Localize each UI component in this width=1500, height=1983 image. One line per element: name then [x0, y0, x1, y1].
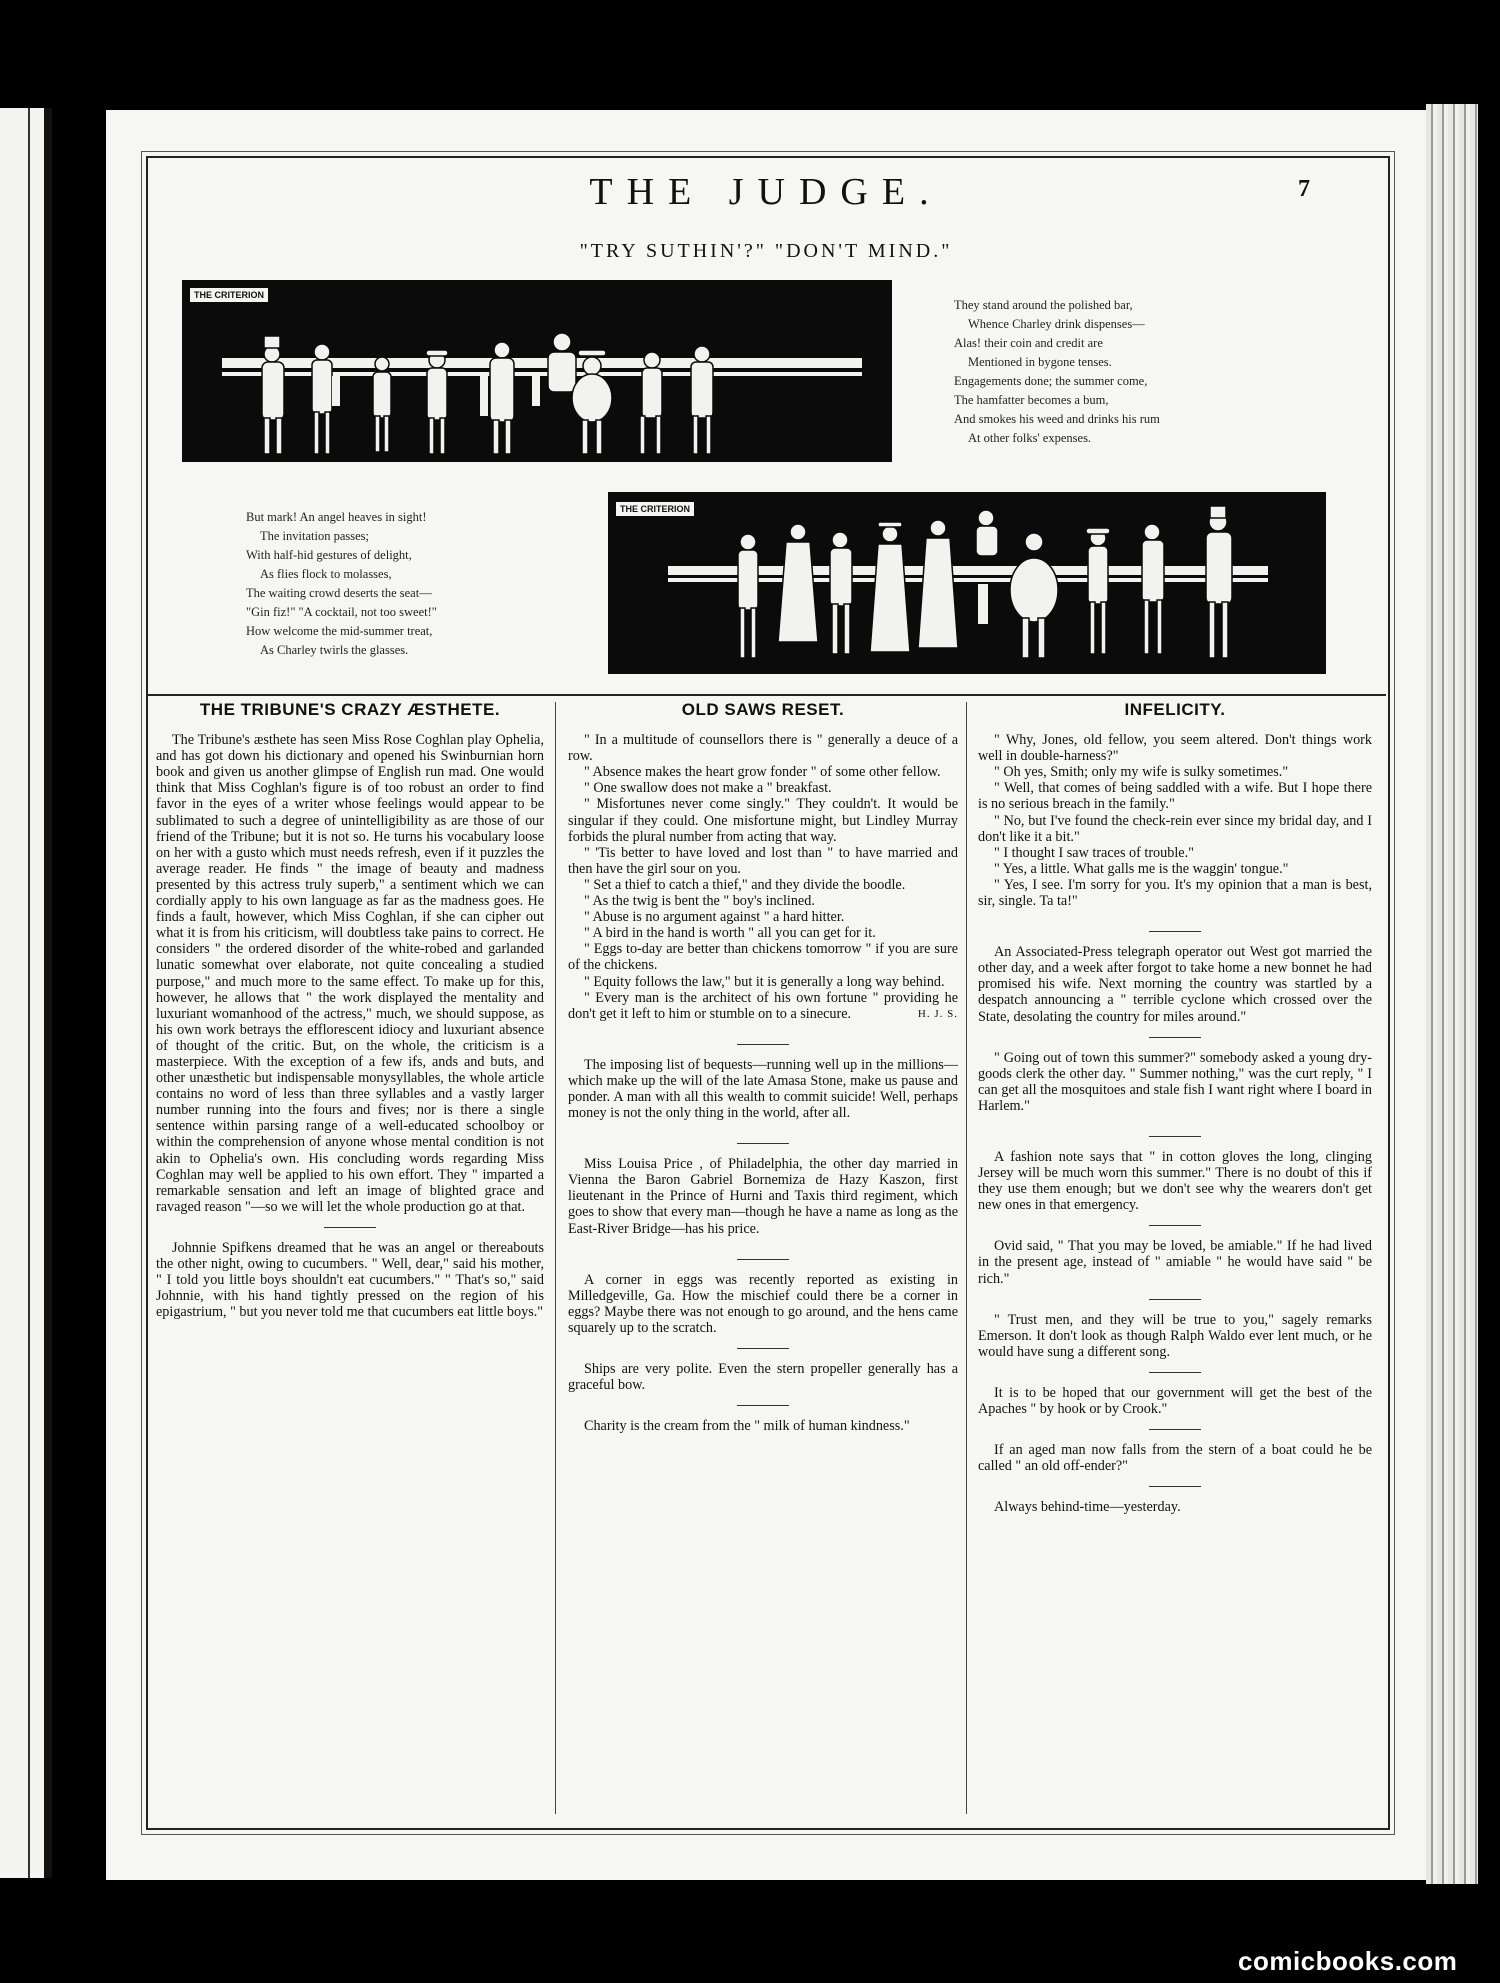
- article-paragraph: It is to be hoped that our government will get the best of the Apaches " by hook or by Crook.": [978, 1384, 1372, 1417]
- dialogue-line: " Why, Jones, old fellow, you seem altered. Don't things work well in double-harness?": [978, 732, 1372, 765]
- section-separator: [1149, 1225, 1201, 1226]
- poem-line: As Charley twirls the glasses.: [260, 643, 409, 657]
- article-paragraph: An Associated-Press telegraph operator out West got married the other day, and a week after forgot to take home a new bonnet he had promised his wife. Next morning the country was startled by a despatch announcing a " terrible cyclone which crossed over the State, desolating the country for miles around.": [978, 944, 1372, 1025]
- saw-item: " In a multitude of counsellors there is " generally a deuce of a row.: [568, 732, 958, 765]
- article-heading: INFELICITY.: [1124, 700, 1226, 719]
- masthead-title: THE JUDGE.: [589, 171, 943, 213]
- site-watermark: comicbooks.com: [1238, 1946, 1458, 1976]
- poem-line: The waiting crowd deserts the seat—: [246, 586, 432, 600]
- column-divider: [966, 702, 967, 1814]
- poem-line: They stand around the polished bar,: [954, 298, 1133, 312]
- poem-line: The invitation passes;: [260, 529, 370, 543]
- dialogue-line: " Yes, I see. I'm sorry for you. It's my opinion that a man is best, sir, single. Ta ta!": [978, 876, 1372, 910]
- page-number: 7: [1298, 176, 1310, 202]
- column-tribune-aesthete: [156, 702, 544, 1320]
- saw-item: " One swallow does not make a " breakfast.: [584, 780, 832, 797]
- section-separator: [1149, 1429, 1201, 1430]
- poem-verse-two: [246, 508, 546, 660]
- column-divider: [555, 702, 556, 1814]
- poem-line: With half-hid gestures of delight,: [246, 548, 412, 562]
- section-separator: [1149, 931, 1201, 932]
- article-paragraph: Ships are very polite. Even the stern propeller generally has a graceful bow.: [568, 1361, 958, 1394]
- poem-line: "Gin fiz!" "A cocktail, not too sweet!": [246, 605, 437, 619]
- poem-verse-one: [954, 296, 1214, 448]
- poem-line: Engagements done; the summer come,: [954, 374, 1148, 388]
- saw-item: " Equity follows the law," but it is generally a long way behind.: [584, 973, 945, 990]
- section-separator: [737, 1348, 789, 1349]
- saw-item: " As the twig is bent the " boy's inclined.: [584, 893, 815, 910]
- section-separator: [737, 1405, 789, 1406]
- article-paragraph: Miss Louisa Price , of Philadelphia, the other day married in Vienna the Baron Gabriel Bornemiza de Hazy Kaszon, first lieutenant in the Prince of Hurni and Taxis third regiment, which goes to show that every man—though he have a name as long as the East-River Bridge—has his price.: [568, 1156, 958, 1237]
- section-separator: [737, 1259, 789, 1260]
- previous-page-edge: [0, 108, 52, 1878]
- criterion-sign: THE CRITERION: [190, 288, 268, 302]
- section-separator: [1149, 1299, 1201, 1300]
- saw-item: " 'Tis better to have loved and lost than " to have married and then have the girl sour on you.: [568, 844, 958, 877]
- section-separator: [1149, 1037, 1201, 1038]
- article-paragraph: A corner in eggs was recently reported as existing in Milledgeville, Ga. How the mischief could there be a corner in eggs? Maybe there was not enough to go around, and the hens came squarely up to the scratch.: [568, 1271, 958, 1336]
- article-paragraph: " Going out of town this summer?" somebody asked a young dry-goods clerk the other day. " Summer nothing," was the curt reply, " I can get all the mosquitoes and stale fish I want right where I board in Harlem.": [978, 1049, 1372, 1114]
- saw-item: " Misfortunes never come singly." They couldn't. It would be singular if they could. One misfortune might, but Lindley Murray forbids the plural number from acting that way.: [568, 796, 958, 845]
- poem-line: Alas! their coin and credit are: [954, 336, 1103, 350]
- criterion-sign: THE CRITERION: [616, 502, 694, 516]
- article-heading: THE TRIBUNE'S CRAZY ÆSTHETE.: [199, 700, 501, 719]
- article-paragraph: Charity is the cream from the " milk of human kindness.": [584, 1418, 910, 1435]
- bar-figures-illustration: [182, 280, 892, 462]
- poem-line: At other folks' expenses.: [968, 431, 1092, 445]
- author-signature: H. J. S.: [917, 1007, 958, 1020]
- dialogue-line: " I thought I saw traces of trouble.": [994, 844, 1194, 861]
- saw-item: " Set a thief to catch a thief," and they divide the boodle.: [584, 876, 906, 893]
- section-separator: [1149, 1372, 1201, 1373]
- section-separator: [737, 1044, 789, 1045]
- saw-item: [568, 990, 958, 1022]
- cartoon-panel-bar-loungers: [182, 280, 892, 462]
- article-paragraph: The Tribune's æsthete has seen Miss Rose Coghlan play Ophelia, and has got down his dictionary and opened his Swinburnian horn book and given us another glimpse of English run mad. One would think that Miss Coghlan's figure is of too robust an order to find favor in the eyes of a writer whose feelings would appear to be sublimated to such a degree of unintelligibility as are those of our friend of the Tribune; but it is not so. He turns his vocabulary loose on her with a gusto which must needs refresh, even if it puzzles the average reader. He finds " the image of beauty and madness presented by this actress truly superb," a sentiment which we can cordially apply to his own language as far as the madness goes. He finds a fault, however, which Miss Coghlan, if she can cipher out what it is from his criticism, will doubtless take pains to correct. He considers " the ordered disorder of the white-robed and garlanded lunatic somewhat over elaborate, not quite concealing a studied purpose," and much more to the same effect. To make up for this, however, he allows that " the work displayed the mentality and luxuriant womanhood of the actress," much, we should suppose, as his own work betrays the efflorescent idiocy and luxuriant absence of thought of the critic. But, on the whole, the criticism is a masterpiece. With the exception of a few ifs, ands and buts, and other unæsthetic but indispensable monysyllables, the whole article contains no word of less than three syllables and a vastly larger number running into the fours and fives; nor is there a single sentence within parsing range of a well-educated schoolboy or within the comprehension of anyone whose mental condition is not akin to Ophelia's own. His concluding words regarding Miss Coghlan may well be applied to his own effort. They " imparted a remarkable sensation and left an image of blighted grace and ravaged reason "—so we will let the whole production go at that.: [156, 732, 544, 1215]
- column-infelicity: [978, 702, 1372, 1515]
- dialogue-line: " Yes, a little. What galls me is the waggin' tongue.": [994, 860, 1289, 877]
- column-top-rule: [146, 694, 1386, 696]
- article-paragraph: " Trust men, and they will be true to you," sagely remarks Emerson. It don't look as though Ralph Waldo ever lent much, or he would have sung a different song.: [978, 1311, 1372, 1360]
- article-paragraph: The imposing list of bequests—running well up in the millions—which make up the will of the late Amasa Stone, make us pause and ponder. A man with all this wealth to commit suicide! Well, perhaps money is not the only thing in the world, after all.: [568, 1056, 958, 1122]
- book-spine-edge: [1426, 104, 1478, 1884]
- poem-line: But mark! An angel heaves in sight!: [246, 510, 427, 524]
- column-old-saws: [568, 702, 958, 1434]
- section-separator: [1149, 1136, 1201, 1137]
- dialogue-line: " No, but I've found the check-rein ever since my bridal day, and I don't like it a bit.": [978, 812, 1372, 845]
- cartoon-title: "TRY SUTHIN'?" "DON'T MIND.": [579, 240, 953, 262]
- newspaper-page: [106, 110, 1426, 1880]
- dialogue-line: " Well, that comes of being saddled with a wife. But I hope there is no serious breach in the family.": [978, 780, 1372, 813]
- saw-item: " Abuse is no argument against " a hard hitter.: [584, 909, 845, 926]
- page-border-line: [28, 108, 30, 1878]
- section-separator: [324, 1227, 376, 1228]
- article-paragraph: Johnnie Spifkens dreamed that he was an angel or thereabouts the other night, owing to cucumbers. " Well, dear," said his mother, " I told you little boys shouldn't eat cucumbers." " That's so," said Johnnie, with his hand tightly pressed on the region of his epigastrium, " but you never told me that cucumbers eat little boys.": [156, 1239, 544, 1321]
- poem-line: The hamfatter becomes a bum,: [954, 393, 1109, 407]
- poem-line: How welcome the mid-summer treat,: [246, 624, 433, 638]
- cartoon-panel-crowd-at-bar: [608, 492, 1326, 674]
- saw-item: " Absence makes the heart grow fonder " of some other fellow.: [584, 764, 941, 781]
- article-paragraph: Always behind-time—yesterday.: [994, 1499, 1181, 1516]
- article-paragraph: A fashion note says that " in cotton gloves the long, clinging Jersey will be much worn this summer." There is no doubt of this if they use them enough; but we don't see why the wearers don't get new ones in that emergency.: [978, 1148, 1372, 1214]
- dialogue-line: " Oh yes, Smith; only my wife is sulky sometimes.": [994, 764, 1289, 781]
- poem-line: Mentioned in bygone tenses.: [968, 355, 1112, 369]
- section-separator: [737, 1143, 789, 1144]
- article-heading: OLD SAWS RESET.: [681, 700, 845, 719]
- saw-item: " A bird in the hand is worth " all you can get for it.: [584, 925, 876, 942]
- article-paragraph: If an aged man now falls from the stern of a boat could he be called " an old off-ender?": [978, 1442, 1372, 1475]
- crowd-figures-illustration: [608, 492, 1326, 674]
- saw-text: " Every man is the architect of his own fortune " providing he don't get it left to him or stumble on to a sinecure.: [568, 989, 958, 1022]
- saw-item: " Eggs to-day are better than chickens tomorrow " if you are sure of the chickens.: [568, 941, 958, 974]
- page-gutter: [44, 108, 52, 1878]
- poem-line: And smokes his weed and drinks his rum: [954, 412, 1160, 426]
- poem-line: As flies flock to molasses,: [260, 567, 392, 581]
- article-paragraph: Ovid said, " That you may be loved, be amiable." If he had lived in the present age, instead of " amiable " he would have said " be rich.": [978, 1238, 1372, 1287]
- section-separator: [1149, 1486, 1201, 1487]
- poem-line: Whence Charley drink dispenses—: [968, 317, 1145, 331]
